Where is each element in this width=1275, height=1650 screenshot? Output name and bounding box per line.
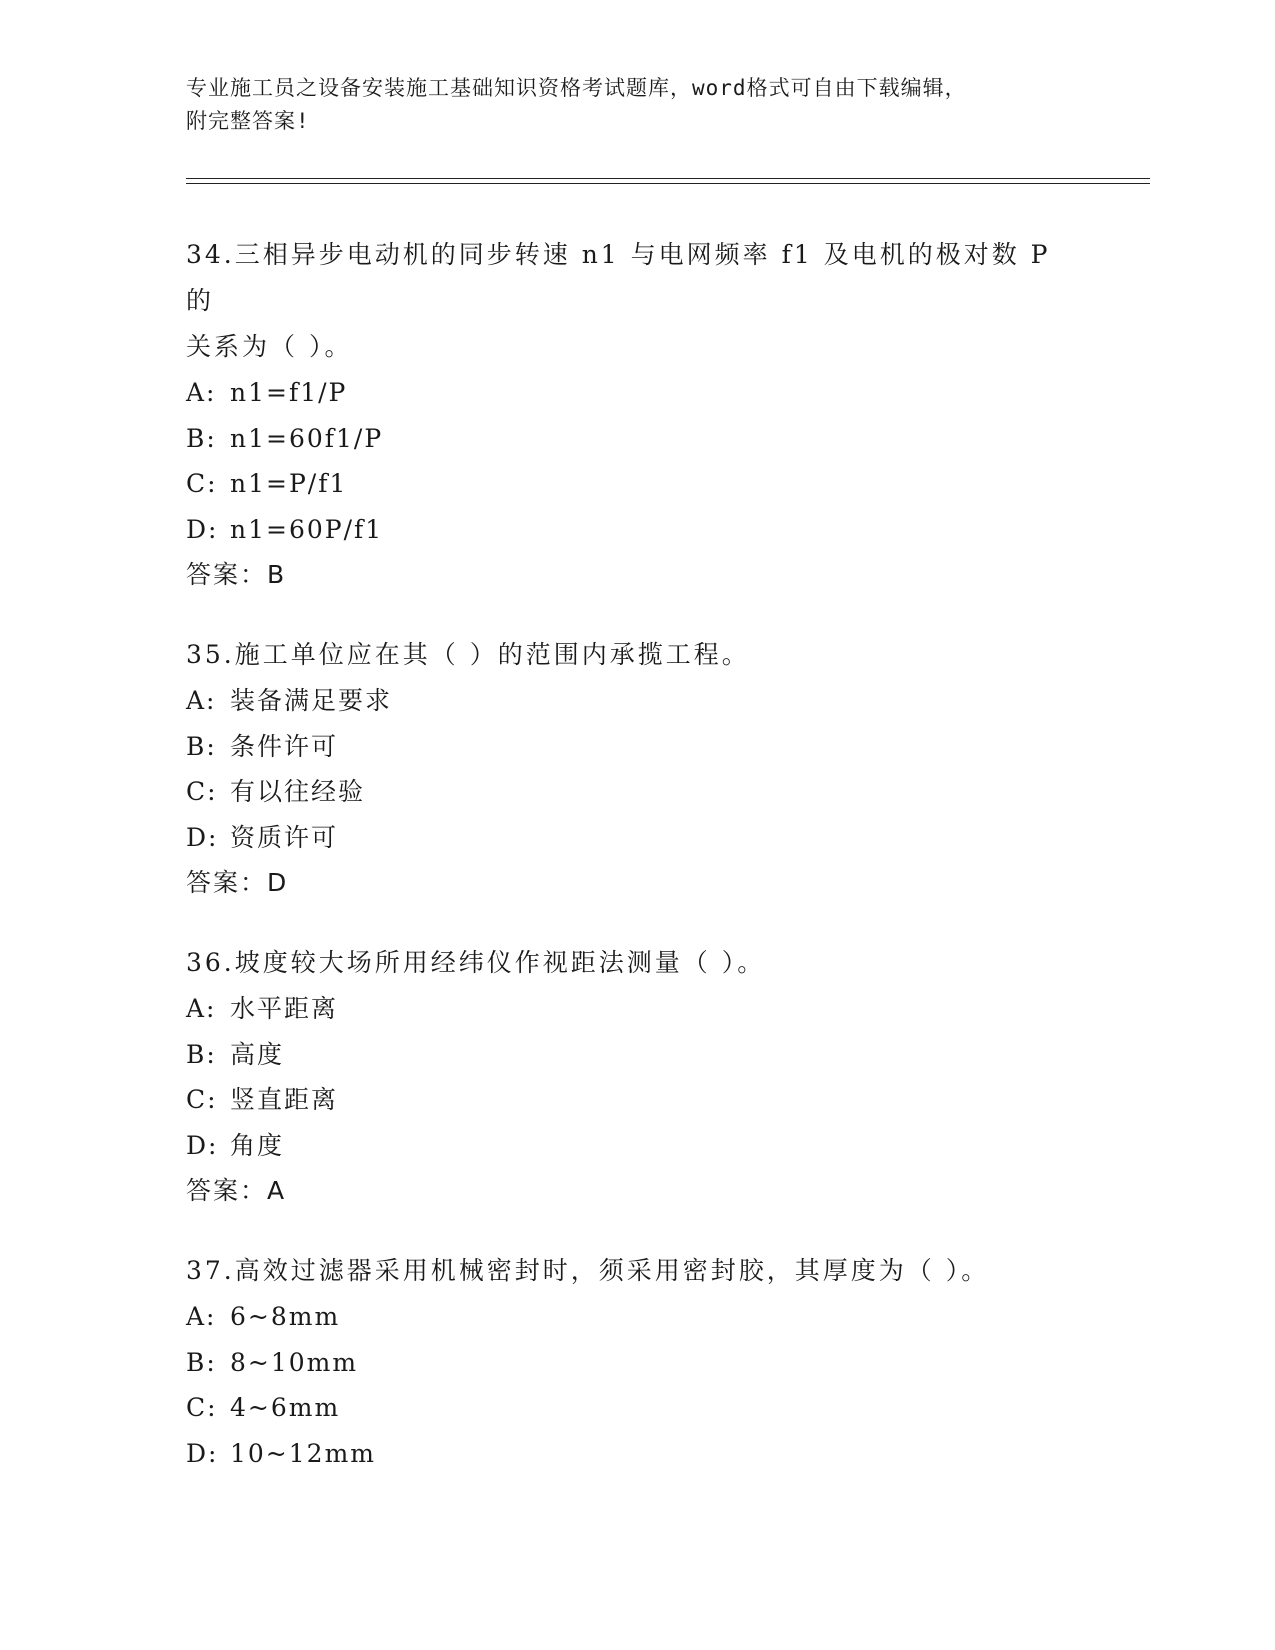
question-37 [186, 1248, 1086, 1476]
question-35 [186, 632, 1086, 906]
option-text: 装备满足要求 [230, 686, 393, 715]
option-key: A: [186, 1302, 217, 1331]
option-text: n1=60P/f1 [230, 514, 384, 544]
option-text: 10~12mm [230, 1438, 376, 1468]
document-header [186, 72, 1086, 138]
answer-label: 答案：A [186, 1176, 287, 1205]
option-key: D: [186, 822, 219, 852]
option-text: 资质许可 [230, 822, 339, 852]
question-title: 34.三相异步电动机的同步转速 n1 与电网频率 f1 及电机的极对数 P 的 [186, 240, 1051, 315]
question-36 [186, 940, 1086, 1214]
header-line-1: 专业施工员之设备安装施工基础知识资格考试题库，word格式可自由下载编辑， [186, 76, 967, 100]
option-a [186, 678, 1086, 724]
option-key: B: [186, 1347, 217, 1377]
question-title-continued: 关系为（ ）。 [186, 332, 353, 361]
question-title: 37.高效过滤器采用机械密封时，须采用密封胶，其厚度为（ ）。 [186, 1256, 990, 1285]
option-b [186, 1340, 1086, 1386]
question-title: 36.坡度较大场所用经纬仪作视距法测量（ ）。 [186, 948, 766, 977]
option-c [186, 1385, 1086, 1431]
option-key: A: [186, 378, 217, 407]
option-key: B: [186, 1039, 217, 1069]
option-text: n1=P/f1 [230, 469, 348, 498]
option-key: C: [186, 1085, 218, 1114]
option-key: B: [186, 423, 217, 453]
option-b [186, 416, 1086, 462]
option-key: C: [186, 469, 218, 498]
option-d [186, 507, 1086, 553]
option-text: 竖直距离 [230, 1085, 339, 1114]
option-key: A: [186, 686, 217, 715]
option-text: 角度 [230, 1130, 285, 1160]
answer-label: 答案：D [186, 868, 289, 897]
question-list [186, 232, 1086, 1510]
header-divider-bottom [186, 183, 1150, 184]
option-text: n1=f1/P [230, 378, 348, 407]
option-key: A: [186, 994, 217, 1023]
option-c [186, 461, 1086, 507]
option-c [186, 769, 1086, 815]
option-text: n1=60f1/P [230, 423, 384, 453]
option-text: 4~6mm [230, 1393, 341, 1422]
option-a [186, 370, 1086, 416]
option-text: 6~8mm [230, 1302, 341, 1331]
option-a [186, 1294, 1086, 1340]
option-d [186, 815, 1086, 861]
question-title: 35.施工单位应在其（ ）的范围内承揽工程。 [186, 640, 750, 669]
option-text: 有以往经验 [230, 777, 366, 806]
question-34 [186, 232, 1086, 598]
option-b [186, 1032, 1086, 1078]
option-text: 高度 [230, 1039, 285, 1069]
option-key: C: [186, 1393, 218, 1422]
option-key: D: [186, 514, 219, 544]
option-d [186, 1123, 1086, 1169]
option-a [186, 986, 1086, 1032]
header-divider-top [186, 178, 1150, 179]
option-text: 8~10mm [230, 1347, 359, 1377]
option-c [186, 1077, 1086, 1123]
option-key: C: [186, 777, 218, 806]
answer-label: 答案：B [186, 560, 287, 589]
option-b [186, 724, 1086, 770]
option-text: 水平距离 [230, 994, 339, 1023]
header-line-2: 附完整答案! [186, 109, 310, 133]
option-key: B: [186, 731, 217, 761]
option-d [186, 1431, 1086, 1477]
option-text: 条件许可 [230, 731, 339, 761]
option-key: D: [186, 1438, 219, 1468]
option-key: D: [186, 1130, 219, 1160]
